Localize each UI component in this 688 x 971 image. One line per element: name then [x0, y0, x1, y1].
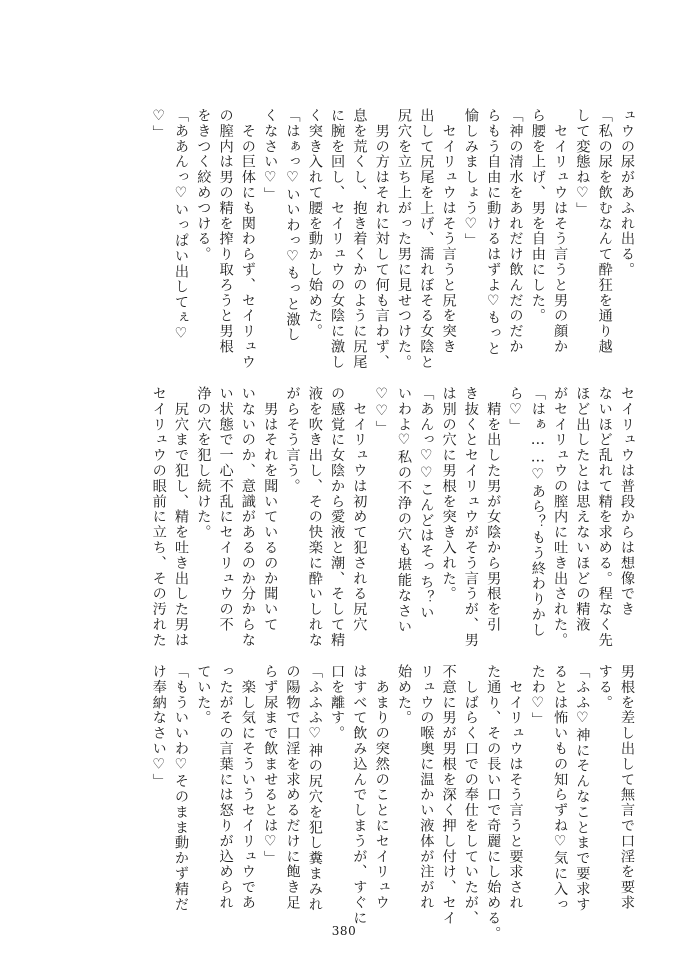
text-line: ったがその言葉には怒りが込められ	[217, 664, 234, 911]
text-line: する。	[596, 664, 613, 711]
text-line: 「私の尿を飲むなんて酔狂を通り越	[596, 108, 613, 355]
text-line: がらそう言う。	[284, 386, 301, 494]
text-line: 「ふふ♡神にそんなことまで要求す	[574, 664, 591, 913]
text-line: いわよ♡私の不浄の穴も堪能なさい	[396, 386, 412, 635]
text-line: 「はぁっ♡いいわっ♡もっと激し	[284, 108, 301, 343]
text-line: い状態で一心不乱にセイリュウの不	[217, 386, 234, 633]
text-line: き抜くとセイリュウがそう言うが、男	[462, 386, 479, 648]
text-line: たわ♡」	[529, 664, 546, 728]
text-line: 「もういいわ♡そのまま動かず精だ	[173, 664, 189, 913]
text-line: はすべて飲み込んでしまうが、すぐに	[351, 664, 368, 926]
text-line: 不意に男が男根を深く押し付け、セイ	[440, 664, 457, 926]
text-line: 息を荒くし、抱き着くかのように尻尾	[351, 108, 368, 370]
text-line: ュウの尿があふれ出る。	[619, 108, 635, 278]
text-line: た通り、その長い口で奇麗にし始める。	[485, 664, 502, 942]
text-line: あまりの突然のことにセイリュウ	[373, 664, 390, 911]
text-line: 液を吹き出し、その快楽に酔いしれな	[306, 386, 323, 648]
text-line: くなさい♡」	[262, 108, 279, 203]
text-line: セイリュウはそう言うと男の顔か	[552, 108, 569, 355]
text-line: の陽物で口淫を求めるだけに飽き足	[284, 664, 301, 911]
text-line: 「神の清水をあれだけ飲んだのだか	[507, 108, 524, 355]
text-line: るとは怖いもの知らずね♡気に入っ	[552, 664, 569, 913]
text-line: 「ああんっ♡いっぱい出してぇ♡	[173, 108, 189, 343]
text-line: 尻穴まで犯し、精を吐き出した男は	[173, 386, 189, 648]
text-line: ら腰を上げ、男を自由にした。	[529, 108, 546, 324]
text-line: 男根を差し出して無言で口淫を要求	[619, 664, 635, 911]
text-line: ないほど乱れて精を求める。程なく先	[596, 386, 613, 648]
text-line: して変態ね♡」	[574, 108, 591, 218]
text-line: らず尿まで飲ませるとは♡」	[262, 664, 279, 866]
text-line: セイリュウはそう言うと尻を突き	[440, 108, 457, 355]
text-line: 口を離す。	[329, 664, 346, 741]
text-line: ていた。	[195, 664, 212, 726]
text-line: セイリュウの眼前に立ち、その汚れた	[150, 386, 167, 648]
text-line: に腕を回し、セイリュウの女陰に激し	[329, 108, 346, 370]
text-line: く突き入れて腰を動かし始めた。	[306, 108, 323, 339]
text-line: リュウの喉奥に温かい液体が注がれ	[418, 664, 435, 911]
text-line: 始めた。	[396, 664, 412, 726]
text-line: 「はぁ……♡あら？もう終わりかし	[529, 386, 546, 638]
text-line: しばらく口での奉仕をしていたが、	[462, 664, 479, 926]
text-line: 楽し気にそういうセイリュウであ	[239, 664, 256, 911]
text-line: ほど出したとは思えないほどの精液	[574, 386, 591, 633]
text-line: その巨体にも関わらず、セイリュウ	[239, 108, 256, 370]
text-line: ♡♡」	[373, 386, 390, 436]
text-line: 男の方はそれに対して何も言わず、	[373, 108, 390, 370]
text-line: け奉納なさい♡」	[150, 664, 167, 789]
text-line: がセイリュウの膣内に吐き出された。	[552, 386, 569, 648]
text-line: セイリュウは初めて犯される尻穴	[351, 386, 368, 633]
text-line: ら♡」	[507, 386, 524, 434]
page-number: 380	[331, 924, 357, 938]
text-line: 出して尻尾を上げ、濡れぼそる女陰と	[418, 108, 435, 370]
text-line: の膣内は男の精を搾り取ろうと男根	[217, 108, 234, 355]
text-line: 愉しみましょう♡」	[462, 108, 479, 249]
text-line: ♡」	[150, 108, 167, 141]
text-line: 精を出した男が女陰から男根を引	[485, 386, 502, 633]
text-line: をきつく絞めつける。	[195, 108, 212, 262]
text-line: 「ふふふ♡神の尻穴を犯し糞まみれ	[306, 664, 323, 913]
text-line: 浄の穴を犯し続けた。	[195, 386, 212, 540]
text-line: らもう自由に動けるはずよ♡もっと	[485, 108, 502, 357]
text-line: 尻穴を立ち上がった男に見せつけた。	[396, 108, 412, 370]
text-line: セイリュウは普段からは想像でき	[619, 386, 635, 617]
text-line: いないのか、意識があるのか分からな	[239, 386, 256, 648]
text-line: セイリュウはそう言うと要求され	[507, 664, 524, 911]
text-line: は別の穴に男根を突き入れた。	[440, 386, 457, 602]
text-line: 男はそれを聞いているのか聞いて	[262, 386, 279, 633]
text-line: の感覚に女陰から愛液と潮、そして精	[329, 386, 346, 648]
text-line: 「あんっ♡♡こんどはそっち？い	[418, 386, 435, 621]
